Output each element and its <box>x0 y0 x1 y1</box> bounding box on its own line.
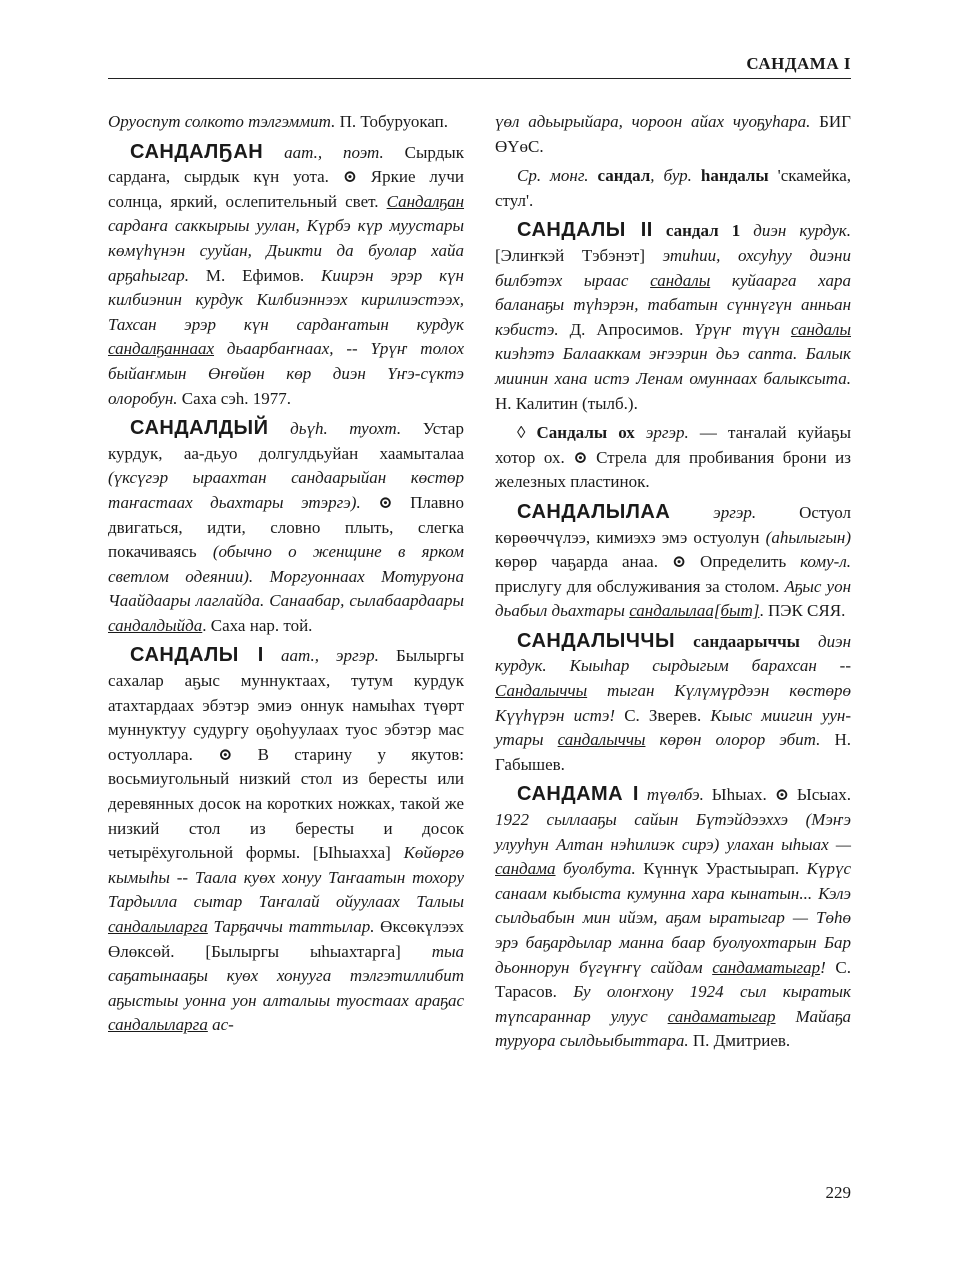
headword: САНДАЛЫЧЧЫ <box>517 629 676 652</box>
russian-marker-icon: ⊙ <box>774 785 789 805</box>
entry-sandaly-2 <box>495 218 851 416</box>
definition-sakha: Остуол көрөөччүлээ, кимиэхэ эмэ остуолун <box>495 502 851 547</box>
example: көрөн олорор эбит. <box>645 730 821 750</box>
example-headword: сандалыларга <box>108 917 208 936</box>
headword: САНДАМА I <box>517 783 639 806</box>
definition-note: (үксүгэр ыраахтан сандаарыйан көстөр таҥастаах дьахтары этэргэ). <box>108 468 464 512</box>
example: Оруоспут солкото тэлгэммит. <box>108 112 336 131</box>
headword: САНДАЛЫЛАА <box>517 500 671 523</box>
definition-note: (аһылыгын) <box>765 527 851 547</box>
example-headword: сандалы <box>650 270 711 290</box>
definition-sakha: көрөр чаҕарда анаа. <box>495 552 658 572</box>
context-note: [Ыһыахха] <box>300 843 404 863</box>
reference-word: сандаарыччы <box>675 631 800 651</box>
headword: САНДАЛДЫЙ <box>130 417 269 440</box>
example: буолбута. <box>555 859 636 879</box>
definition-russian: Стрела для пробивания брони из железных пластинок. <box>495 447 851 492</box>
etymology-gloss: 'скамейка, стул'. <box>495 166 852 210</box>
header-rule <box>108 78 851 79</box>
definition-note: кому-л. <box>800 552 852 572</box>
example: тыган Күлүмүрдээн көстөрө Күүһүрэн истэ! <box>495 681 851 725</box>
grammar-label: аат., эргэр. <box>263 646 379 666</box>
example-headword: сандалҕаннаах <box>108 339 215 359</box>
definition-sakha: Сырдык сардаҥа, сырдык күн уота. <box>108 142 464 187</box>
source: БИГ ӨҮөС. <box>495 112 851 156</box>
example: Аҕыс уон дьабыл дьахтары <box>495 576 851 621</box>
definition-russian: Плавно двигаться, идти, словно плыть, слегка покачиваясь <box>108 492 464 562</box>
entry-continuation <box>495 110 851 159</box>
context-note: [Былыргы ыһыахтарга] <box>174 941 432 961</box>
example-headword: сандама <box>495 859 556 879</box>
source: Д. Апросимов. <box>558 319 684 339</box>
russian-marker-icon: ⊙ <box>573 447 588 467</box>
example: Киирэн эрэр күн килбиэнин курдук Килбиэннээх кирилиэстээх, Тахсан эрэр күн сардаҥатын курдук <box>108 265 464 334</box>
example: тыа саҕатынааҕы куөх хонууга тэлгэтиллибит аҕыстыы уонна уон алталыы туостаах араҕас <box>108 941 464 1010</box>
russian-marker-icon: ⊙ <box>378 492 393 512</box>
definition-russian: Ысыах. <box>789 785 852 805</box>
source: М. Ефимов. <box>188 265 305 285</box>
etymology-label: , бур. <box>650 166 692 186</box>
example: Көйөргө кымыһы -- Таала куөх хонуу Таҥаатын тохору Тардылла сытар Таҥалай ойуулаах Талыы <box>108 843 464 912</box>
entry-sandaly-1 <box>108 643 464 1038</box>
definition-sakha: Устар курдук, аа-дьуо долгулдьуйан хаамыталаа <box>108 419 464 463</box>
page-number: 229 <box>825 1183 851 1202</box>
definition-russian: Яркие лучи солнца, яркий, ослепительный свет. <box>108 167 465 211</box>
etymology-label: Ср. монг. <box>517 166 589 186</box>
entry-sandalgan <box>108 140 464 412</box>
definition-russian: В старину у якутов: восьмиугольный низкий стол из бересты или деревянных досок на коротких ножках, такой же низкий стол из бересты и досок четырёхугольной формы. <box>108 744 465 863</box>
phrase: Сандалы ох <box>525 423 635 443</box>
entry-continuation <box>108 110 464 135</box>
headword: САНДАЛЫ II <box>517 219 653 242</box>
grammar-label: түөлбэ. <box>638 785 704 805</box>
example: куйаарга хара баланаҕы түһэрэн, табатын сүннүгүн анньан кэбистэ. <box>495 270 851 339</box>
etymology <box>495 164 851 213</box>
example: Тарҕаччы таттылар. <box>207 917 375 936</box>
headword: САНДАЛЫ I <box>130 644 264 667</box>
example-headword: Сандалҕан <box>386 191 465 211</box>
example: Күрүс санаам кыбыста кумунна хара кынатын... Кэлэ сылдьабын мин ийэм, аҕам ыратыгар — Төһө эрэ баҕардылар манна баар буолуохтарын Бар дьоннорун бүгүҥҥү сайдам <box>495 859 851 977</box>
source: П. Дмитриев. <box>688 1031 791 1051</box>
etymology-word: һандалы <box>691 166 769 186</box>
definition-sakha: Былыргы сахалар аҕыс муннуктаах, тутум курдук атахтардаах эбэтэр эмиэ оннук намыһах түөрт муннуктуу судургу оҕоһуулаах туос эбэтэр мас остуоллара. <box>108 646 465 764</box>
example-headword: сандалы <box>790 319 851 339</box>
definition-russian: прислугу для обслуживания за столом. <box>495 576 780 596</box>
source: . ПЭК СЯЯ. <box>759 601 846 621</box>
source: П. Тобуруокап. <box>335 112 449 131</box>
example: ас- <box>207 1015 234 1035</box>
headword: САНДАЛҔАН <box>130 140 264 163</box>
example-headword: Сандалыччы <box>495 681 588 701</box>
entry-sandalychchy <box>495 629 851 778</box>
russian-marker-icon: ⊙ <box>671 552 687 572</box>
example: киэһэтэ Балааккам эҥээрин дьэ сапта. Балык миинин хана истэ Ленам омуннаах балыксыта. <box>495 344 851 388</box>
phrase-marker-icon: ◊ <box>517 423 526 443</box>
definition-russian: Определить <box>686 552 801 572</box>
source: Н. Габышев. <box>495 730 851 774</box>
example: Майаҕа туруора сылдьыбыттара. <box>495 1006 851 1051</box>
etymology-word: сандал <box>588 166 651 186</box>
grammar-label: диэн курдук. <box>495 631 851 676</box>
russian-marker-icon: ⊙ <box>218 744 233 764</box>
example-headword: сандаматыгар <box>667 1006 776 1026</box>
running-head: САНДАМА I <box>746 54 851 73</box>
source: Н. Калитин (тылб.). <box>495 393 638 413</box>
entry-sandalylaa <box>495 500 851 624</box>
example-headword: сандалыччы <box>557 730 646 750</box>
russian-marker-icon: ⊙ <box>342 167 357 187</box>
example: Үрүҥ түүн <box>683 319 791 339</box>
example: 1922 сыллааҕы сайын Бүтэйдээххэ (Мэҥэ улууһун Алтан нэһилиэк сирэ) улахан ыһыах — <box>495 810 851 854</box>
source: Күннүк Урастыырап. <box>635 859 800 879</box>
example: үөл адьырыйара, чороон айах чуоҕуһара. <box>495 112 811 131</box>
phrase-sandaly-okh <box>495 421 851 495</box>
definition-note: (обычно о женщине в ярком светлом одеянии). <box>108 542 465 586</box>
example: ! <box>820 957 826 977</box>
source: С. Зверев. <box>615 705 702 725</box>
context-note: [Элиҥкэй Тэбэнэт] <box>495 245 663 265</box>
source: Өксөкүлээх Өлөксөй. <box>108 917 464 961</box>
entry-sandaldyi <box>108 416 464 638</box>
example: Бу олоҥхону 1924 сыл кыратык түпсараннар улуус <box>495 982 851 1026</box>
grammar-label: эргэр. <box>670 502 757 522</box>
example-headword: сандаматыгар <box>712 957 821 977</box>
grammar-label: аат., поэт. <box>263 142 384 162</box>
source: . Саха нар. той. <box>202 615 313 635</box>
example-headword: сандалылаа[быт] <box>629 601 760 621</box>
source: Саха сэһ. 1977. <box>177 388 292 408</box>
grammar-label: эргэр. <box>634 423 689 443</box>
example-headword: сандалдыйда <box>108 615 203 635</box>
example: дьаарбаҥнаах, -- Үрүҥ толох быйаҥмын Өҥөйөн көр диэн Үҥэ-сүктэ олоробун. <box>108 339 464 408</box>
example: Кыыс миигин уун-утары <box>495 705 852 750</box>
definition-sakha: — таҥалай куйаҕы хотор ох. <box>495 423 851 467</box>
example: этиһии, охсуһуу диэни билбэтэх ыраас <box>495 245 851 290</box>
entry-sandama-1 <box>495 782 851 1054</box>
definition-sakha: Ыһыах. <box>703 785 767 805</box>
grammar-label: дьүһ. туохт. <box>268 419 402 439</box>
example: Моргуоннаах Мотуруона Чаайдаары лаглайда. Санаабар, сылабаардаары <box>108 566 464 611</box>
example: Кыыһар сырдыгым барахсан -- <box>546 656 851 676</box>
source: С. Тарасов. <box>495 957 851 1002</box>
reference-word: сандал 1 <box>652 221 741 241</box>
right-column <box>495 110 851 1059</box>
example: сардаҥа саккырыы уулан, Күрбэ күр муустары көмүһүнэн сууйан, Дьикти да буолар хайа арҕаһыгар. <box>108 216 464 285</box>
grammar-label: диэн курдук. <box>740 221 852 241</box>
left-column <box>108 110 464 1043</box>
example-headword: сандалыларга <box>108 1015 208 1035</box>
